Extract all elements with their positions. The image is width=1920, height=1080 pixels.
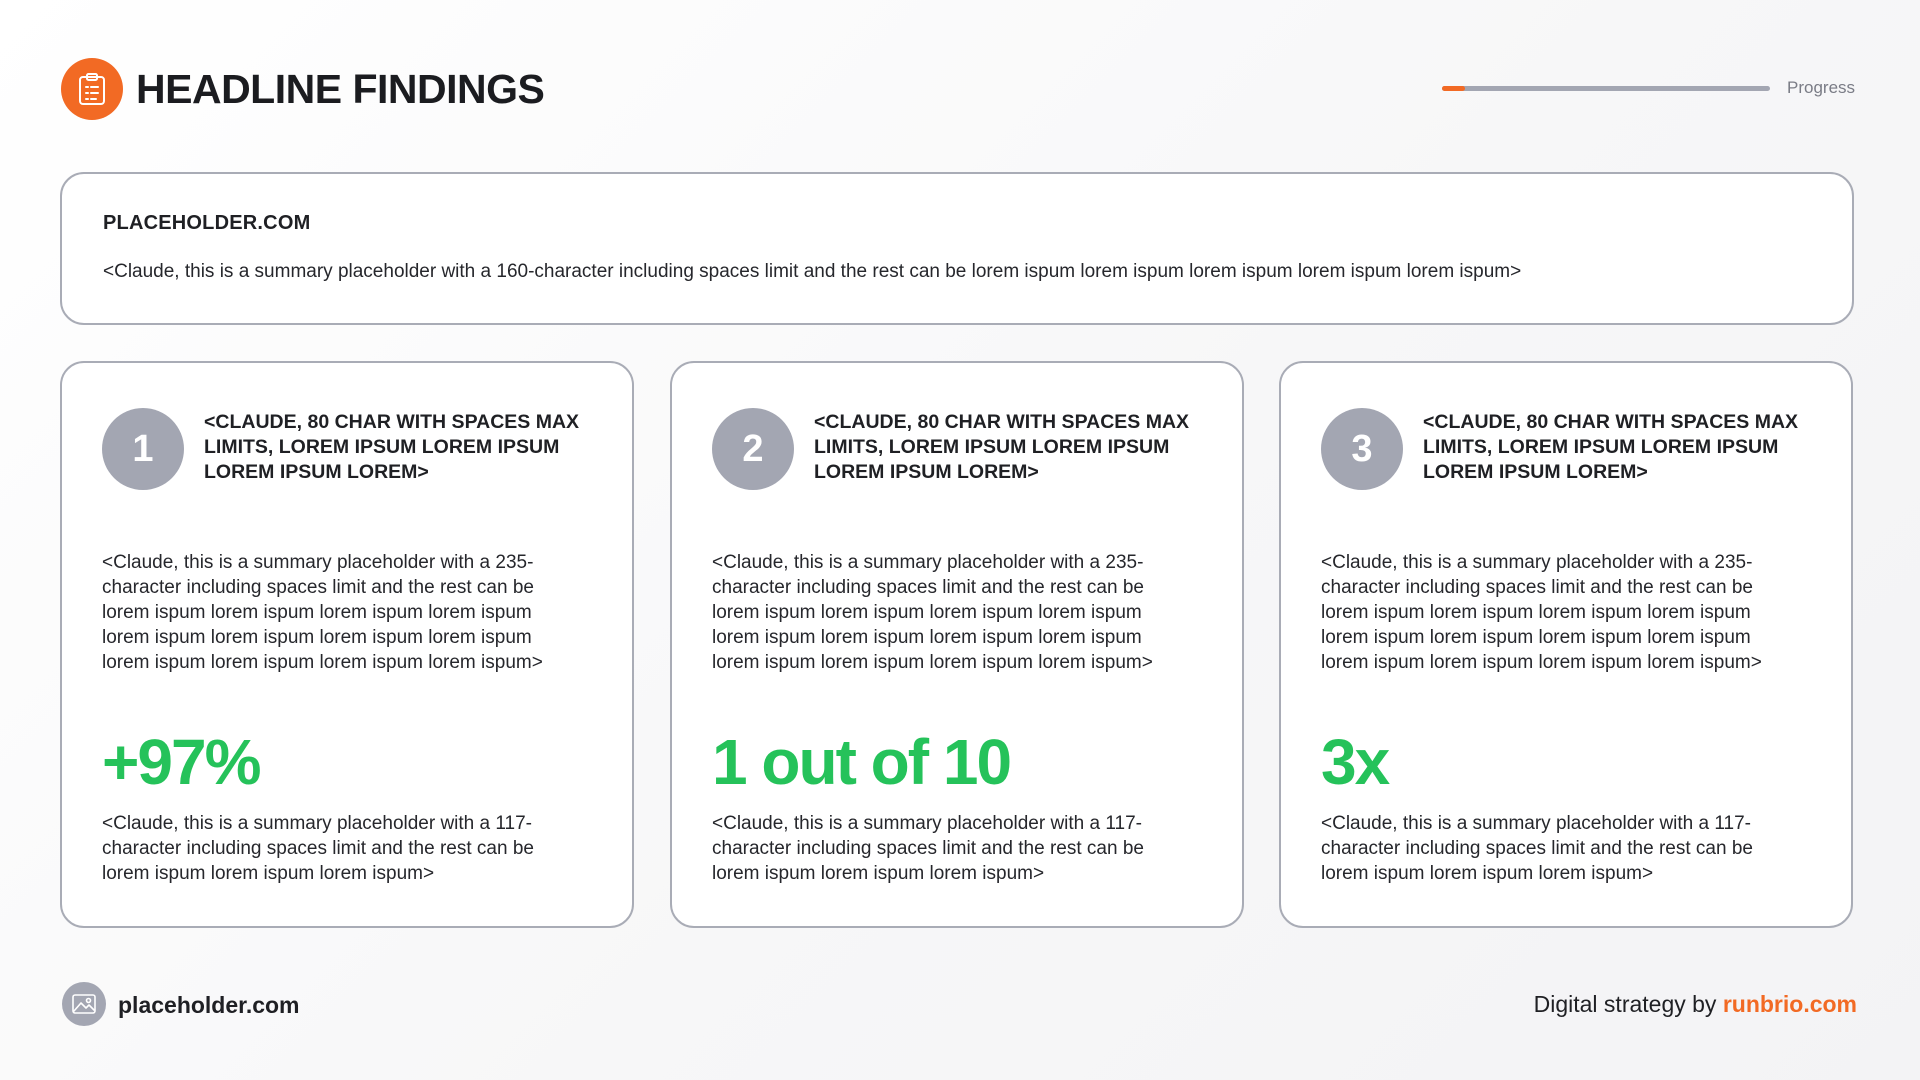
finding-heading: <CLAUDE, 80 CHAR WITH SPACES MAX LIMITS, LOREM IPSUM LOREM IPSUM LOREM IPSUM LOREM> (204, 411, 580, 483)
finding-stat: 1 out of 10 (712, 726, 1011, 798)
finding-stat-note: <Claude, this is a summary placeholder with a 117-character including spaces limit and the rest can be lorem ispum lorem ispum lorem ispum> (712, 813, 1144, 884)
summary-card (60, 172, 1854, 325)
finding-description: <Claude, this is a summary placeholder with a 235-character including spaces limit and the rest can be lorem ispum lorem ispum lorem ispum lorem ispum lorem ispum lorem ispum lorem ispum lorem ispum lorem ispum lorem ispum lorem ispum lorem ispum> (1321, 552, 1762, 673)
finding-stat: 3x (1321, 726, 1389, 798)
finding-number-badge: 2 (712, 408, 794, 490)
finding-number-badge: 1 (102, 408, 184, 490)
finding-card-2 (670, 361, 1244, 928)
progress-bar-fill (1442, 86, 1465, 91)
footer-credit (1534, 990, 1857, 1018)
finding-card-3 (1279, 361, 1853, 928)
finding-description: <Claude, this is a summary placeholder with a 235-character including spaces limit and the rest can be lorem ispum lorem ispum lorem ispum lorem ispum lorem ispum lorem ispum lorem ispum lorem ispum lorem ispum lorem ispum lorem ispum lorem ispum> (102, 552, 543, 673)
image-placeholder-icon (62, 982, 106, 1026)
progress-bar (1442, 86, 1770, 91)
finding-stat-note: <Claude, this is a summary placeholder with a 117-character including spaces limit and the rest can be lorem ispum lorem ispum lorem ispum> (1321, 813, 1753, 884)
finding-card-1 (60, 361, 634, 928)
footer-credit-prefix: Digital strategy by (1533, 991, 1723, 1017)
footer-site-link[interactable]: placeholder.com (118, 992, 300, 1018)
finding-number-badge: 3 (1321, 408, 1403, 490)
clipboard-checklist-icon (61, 58, 123, 120)
page-title: HEADLINE FINDINGS (136, 66, 545, 112)
finding-heading: <CLAUDE, 80 CHAR WITH SPACES MAX LIMITS, LOREM IPSUM LOREM IPSUM LOREM IPSUM LOREM> (814, 411, 1190, 483)
finding-description: <Claude, this is a summary placeholder with a 235-character including spaces limit and the rest can be lorem ispum lorem ispum lorem ispum lorem ispum lorem ispum lorem ispum lorem ispum lorem ispum lorem ispum lorem ispum lorem ispum lorem ispum> (712, 552, 1153, 673)
progress-label: Progress (1787, 78, 1856, 97)
finding-heading: <CLAUDE, 80 CHAR WITH SPACES MAX LIMITS, LOREM IPSUM LOREM IPSUM LOREM IPSUM LOREM> (1423, 411, 1799, 483)
footer-brand-link[interactable]: runbrio.com (1722, 991, 1857, 1017)
summary-heading: PLACEHOLDER.COM (103, 212, 311, 234)
finding-stat: +97% (102, 726, 260, 798)
finding-stat-note: <Claude, this is a summary placeholder with a 117-character including spaces limit and the rest can be lorem ispum lorem ispum lorem ispum> (102, 813, 534, 884)
summary-text: <Claude, this is a summary placeholder with a 160-character including spaces limit and the rest can be lorem ispum lorem ispum lorem ispum lorem ispum lorem ispum> (103, 261, 1522, 282)
